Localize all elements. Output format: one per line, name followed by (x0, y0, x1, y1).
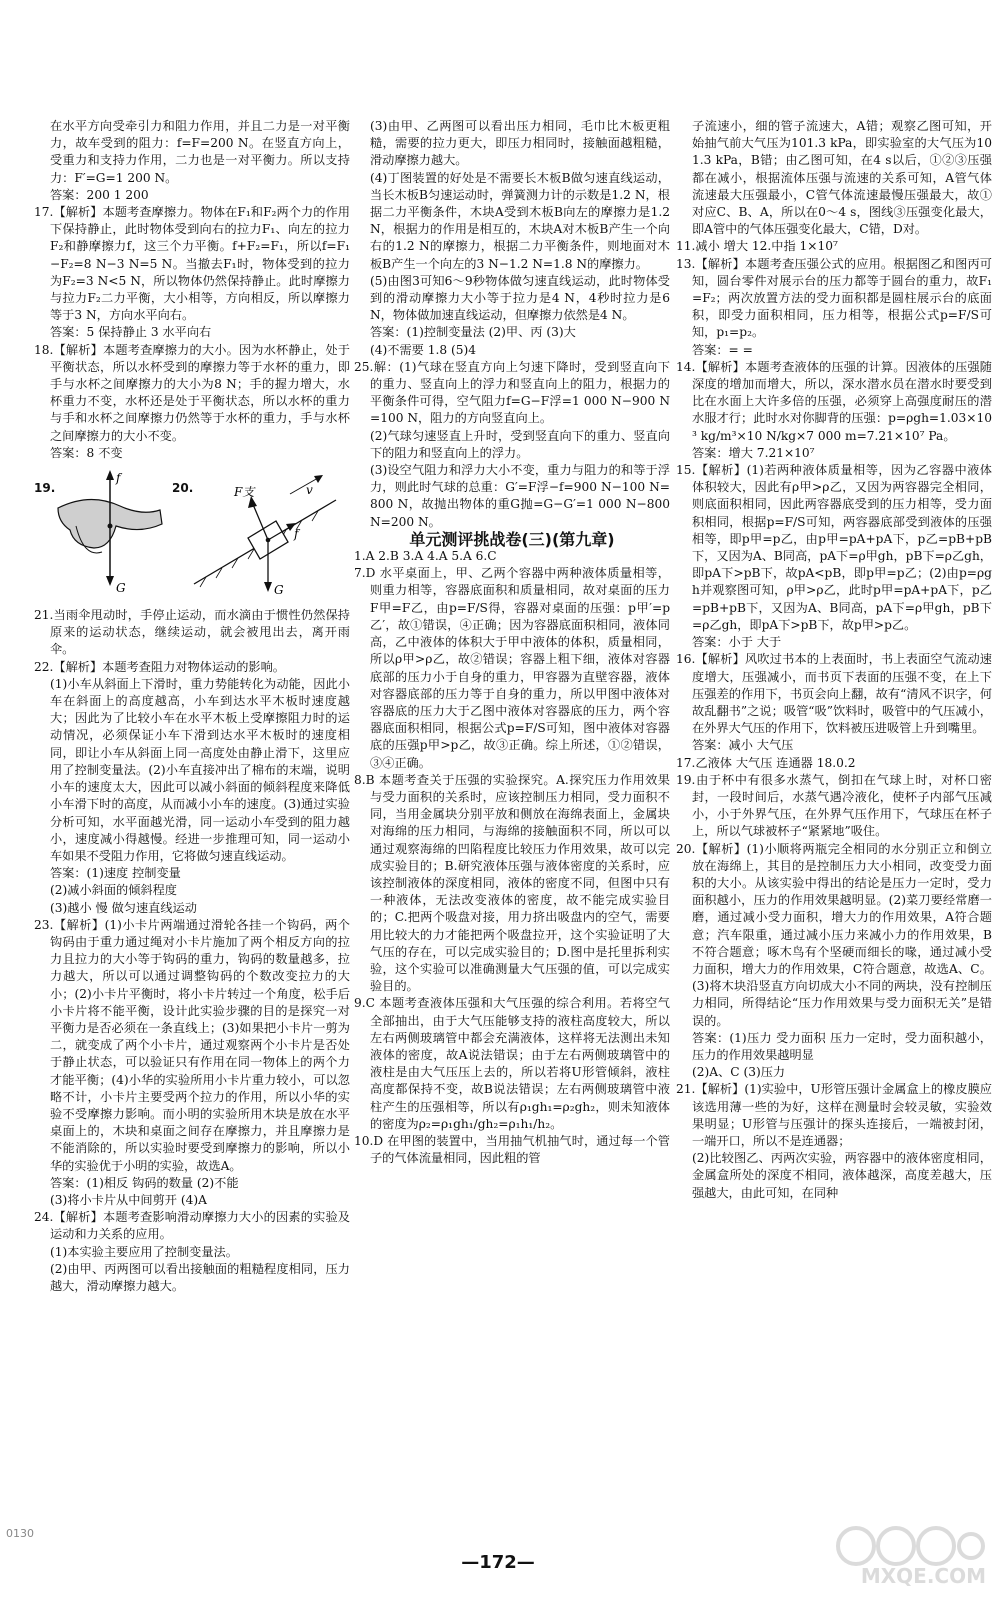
question-answer: 17.【解析】本题考查摩擦力。物体在F₁和F₂两个力的作用下保持静止，此时物体受到向右的拉力F₁、向左的拉力F₂和静摩擦力f，这三个力平衡。f+F₂=F₁，所以f=F₁−F₂=8 N−3 N=5 N。当撤去F₁时，物体受到的拉力为F₂=3 N<5 N，所以物体仍然保持静止。此时摩擦力与拉力F₂二力平衡，大小相等，方向相反，所以摩擦力等于3 N，方向水平向右。 (34, 205, 350, 323)
question-answer: 16.【解析】风吹过书本的上表面时，书上表面空气流动速度增大，压强减小，而书页下表面的压强不变，在上下压强差的作用下，书页会向上翻，故有“清风不识字，何故乱翻书”之说；吸管“吸”饮料时，吸管中的气压减小，在外界大气压的作用下，饮料被压进吸管上升到嘴里。 (676, 652, 992, 736)
question-answer: 21.【解析】(1)实验中，U形管压强计金属盒上的橡皮膜应该选用薄一些的为好，这样在测量时会较灵敏，实验效果明显；U形管与压强计的探头连接后，一端被封闭，一端开口，所以不是连通器； (676, 1082, 992, 1148)
figure-20-label: 20. (172, 481, 194, 496)
figure-19-g-label: G (116, 581, 126, 596)
answer-text: (4)不需要 1.8 (5)4 (370, 342, 476, 357)
answer-text: 答案：减小 大气压 (692, 738, 794, 753)
answer-text: (3)越小 慢 做匀速直线运动 (50, 900, 197, 915)
question-answer: 11.减小 增大 12.中指 1×10⁷ (676, 239, 838, 254)
answer-text: (3)由甲、乙两图可以看出压力相同，毛巾比木板更粗糙，需要的拉力更大，即压力相同时，接触面越粗糙，滑动摩擦力越大。 (370, 119, 670, 168)
question-answer: 21.当雨伞甩动时，手停止运动，而水滴由于惯性仍然保持原来的运动状态，继续运动，就会被甩出去，离开雨伞。 (34, 608, 350, 657)
answer-text: 答案：5 保持静止 3 水平向右 (50, 325, 212, 340)
answer-text: (1)本实验主要应用了控制变量法。 (50, 1244, 238, 1259)
figure-19-label: 19. (34, 481, 56, 496)
page-number: —172— (461, 1552, 535, 1573)
figure-19-f-label: f (116, 471, 121, 486)
question-answer: 8.B 本题考查关于压强的实验探究。A.探究压力作用效果与受力面积的关系时，应该控制压力相同，受力面积不同，当用金属块分别平放和侧放在海绵表面上，金属块对海绵的压力相同，与海绵的接触面积不同，所以可以通过观察海绵的凹陷程度比较压力作用效果，故可以完成实验目的；B.研究液体压强与液体密度的关系时，应该控制液体的深度相同，液体的密度不同，但图中只有一种液体，无法改变液体的密度，故不能完成实验目的；C.把两个吸盘对接，用力挤出吸盘内的空气，需要用比较大的力才能把两个吸盘拉开，这个实验证明了大气压的存在，可以完成实验目的；D.图中是托里拆利实验，这个实验可以准确测量大气压强的值，可以完成实验目的。 (354, 772, 670, 994)
figure-20-f-label: f (294, 527, 299, 542)
answer-text: 答案：小于 大于 (692, 635, 782, 650)
figures-19-20 (34, 466, 350, 601)
question-answer: 14.【解析】本题考查液体的压强的计算。因液体的压强随深度的增加而增大，所以，深水潜水员在潜水时要受到比在水面上大许多倍的压强，必须穿上高强度耐压的潜水服才行；此时水对你脚背的压强：p=ρgh=1.03×10³ kg/m³×10 N/kg×7 000 m=7.21×10⁷ Pa。 (676, 359, 992, 443)
answer-text: (2)减小斜面的倾斜程度 (50, 883, 177, 898)
answer-text: 答案：(1)压力 受力面积 压力一定时，受力面积越小，压力的作用效果越明显 (692, 1030, 992, 1062)
question-answer: 15.【解析】(1)若两种液体质量相等，因为乙容器中液体体积较大，因此有ρ甲>ρ乙，又因为两容器完全相同，则底面积相同，因此两容器底受到的压力相等，受力面积相同，根据p=F/S可知，两容器底部受到液体的压强相等，即p甲=p乙，由p甲=pA+pA下，p乙=pB+pB下，又因为A、B同高，pA下=ρ甲gh，pB下=ρ乙gh，即pA下>pB下，故pA<pB，即p甲=p乙；(2)由p=ρgh并观察图可知，ρ甲>ρ乙，此时p甲=pA+pA下，p乙=pB+pB下，又因为A、B同高，pA下=ρ甲gh，pB下=ρ乙gh，即pA下>pB下，故p甲>p乙。 (676, 463, 992, 632)
figure-20-g-label: G (274, 583, 284, 598)
question-answer: 17.乙液体 大气压 连通器 18.0.2 (676, 755, 856, 770)
answer-text: (2)A、C (3)压力 (692, 1065, 786, 1080)
answer-text: 子流速小，细的管子流速大，A错；观察乙图可知，开始抽气前大气压为101.3 kPa，即实验室的大气压为101.3 kPa，B错；由乙图可知，在4 s以后，①②③压强都在减小，根据流体压强与流速的关系可知，A管气体流速最大压强最小，C管气体流速最慢压强最大，故①对应C、B、A，所以在0～4 s，图线③压强变化最大，即A管中的气体压强变化最大，C错，D对。 (692, 119, 992, 237)
question-answer: 18.【解析】本题考查摩擦力的大小。因为水杯静止，处于平衡状态，所以水杯受到的摩擦力等于水杯的重力，即手与水杯之间摩擦力的大小为8 N；手的握力增大，水杯重力不变，水杯还是处于平衡状态，所以水杯的重力与手和水杯之间摩擦力仍然等于水杯的重力，手与水杯之间摩擦力的大小不变。 (34, 342, 350, 443)
question-answer: 13.【解析】本题考查压强公式的应用。根据图乙和图丙可知，圆台零件对展示台的压力都等于圆台的重力，故F₁=F₂；两次放置方法的受力面积都是圆柱展示台的底面积，即受力面积相同，压力相等，根据公式p=F/S可知，p₁=p₂。 (676, 256, 992, 340)
question-answer: 25.解：(1)气球在竖直方向上匀速下降时，受到竖直向下的重力、竖直向上的浮力和竖直向上的阻力，根据力的平衡条件可得，空气阻力f=G−F浮=1 000 N−900 N=100 N，阻力的方向竖直向上。 (354, 359, 670, 426)
answer-text: (2)比较图乙、丙两次实验，两容器中的液体密度相同，金属盒所处的深度不相同，液体越深，高度差越大，压强越大，由此可知，在同种 (692, 1151, 992, 1200)
answer-text: 答案：(1)速度 控制变量 (50, 866, 181, 881)
figure-20-incline-block (186, 466, 346, 598)
answer-text: 答案：(1)控制变量法 (2)甲、丙 (3)大 (370, 325, 576, 340)
column-middle (354, 118, 670, 1167)
question-answer: 10.D 在甲图的装置中，当用抽气机抽气时，通过每一个管子的气体流量相同，因此粗的管 (354, 1133, 670, 1166)
answer-text: (3)将小卡片从中间剪开 (4)A (50, 1192, 207, 1207)
answer-text: (5)由图3可知6～9秒物体做匀速直线运动，此时物体受到的滑动摩擦力大小等于拉力是4 N，4秒时拉力是6 N，物体做加速直线运动，但摩擦力依然是4 N。 (370, 273, 670, 323)
section-title: 单元测评挑战卷(三)(第九章) (409, 529, 615, 549)
answer-text: (2)气球匀速竖直上升时，受到竖直向下的重力、竖直向下的阻力和竖直向上的浮力。 (370, 428, 670, 460)
answer-text: (3)设空气阻力和浮力大小不变，重力与阻力的和等于浮力，则此时气球的总重：G′=F浮−f=900 N−100 N=800 N，故抛出物体的重G抛=G−G′=1 000 N−800 N=200 N。 (370, 463, 670, 529)
figure-19-umbrella-hand (50, 466, 180, 598)
question-answer: 24.【解析】本题考查影响滑动摩擦力大小的因素的实验及运动和力关系的应用。 (34, 1210, 350, 1242)
answer-text: (2)由甲、丙两图可以看出接触面的粗糙程度相同，压力越大，滑动摩擦力越大。 (50, 1261, 350, 1293)
column-left (34, 118, 350, 1295)
answer-text: (1)小车从斜面上下滑时，重力势能转化为动能，因此小车在斜面上的高度越高，小车到达水平木板时速度越大；因此为了比较小车在水平木板上受摩擦阻力时的运动情况，必须保证小车下滑到达水平木板时的速度相同，即让小车从斜面上同一高度处由静止滑下，这里应用了控制变量法。(2)小车直接冲出了棉布的末端，说明小车的速度太大，因此可以减小斜面的倾斜程度来降低小车滑下时的高度，从而减小小车的速度。(3)通过实验分析可知，水平面越光滑，同一运动小车受到的阻力越小，速度减小得越慢。经进一步推理可知，同一运动小车如果不受阻力作用，它将做匀速直线运动。 (50, 676, 350, 863)
question-answer: 20.【解析】(1)小顺将两瓶完全相同的水分别正立和倒立放在海绵上，其目的是控制压力大小相同，改变受力面积的大小。从该实验中得出的结论是压力一定时，受力面积越小，压力的作用效果越明显。(2)菜刀要经常磨一磨，通过减小受力面积，增大力的作用效果，A符合题意；汽车限重，通过减小压力来减小力的作用效果，B不符合题意；啄木鸟有个坚硬而细长的喙，通过减小受力面积，增大力的作用效果，C符合题意，故选A、C。(3)将木块沿竖直方向切成大小不同的两块，没有控制压力相同，所得结论“压力作用效果与受力面积无关”是错误的。 (676, 841, 992, 1028)
answer-text: 答案：(1)相反 钩码的数量 (2)不能 (50, 1175, 239, 1190)
answer-text: 答案：8 不变 (50, 445, 123, 460)
answer-text: (4)丁图装置的好处是不需要长木板B做匀速直线运动，当长木板B匀速运动时，弹簧测力计的示数是1.2 N，根据二力平衡条件，木块A受到木板B向左的摩擦力是1.2 N，根据力的作用是相互的，木块A对木板B产生一个向右的1.2 N的摩擦力，根据二力平衡条件，则地面对木板B产生一个向左的3 N−1.2 N=1.8 N的摩擦力。 (370, 170, 670, 271)
column-right (676, 118, 992, 1202)
figure-20-v-label: v (306, 483, 313, 498)
corner-code: 0130 (6, 1527, 34, 1540)
watermark-text: MXQE.COM (860, 1564, 986, 1588)
watermark-logo (826, 1524, 986, 1588)
question-answer: 23.【解析】(1)小卡片两端通过滑轮各挂一个钩码，两个钩码由于重力通过绳对小卡片施加了两个相反方向的拉力且拉力的大小等于钩码的重力，钩码的数量越多，拉力越大，所以可以通过调整钩码的个数改变拉力的大小；(2)小卡片平衡时，将小卡片转过一个角度，松手后小卡片将不能平衡，设计此实验步骤的目的是探究一对平衡力是否必须在一条直线上；(3)如果把小卡片一剪为二，就变成了两个小卡片，通过观察两个小卡片是否处于静止状态，可以验证只有作用在同一物体上的两个力才能平衡；(4)小华的实验所用小卡片重力较小，可以忽略不计，小卡片主要受两个拉力的作用，所以小华的实验不受摩擦力影响。而小明的实验所用木块是放在水平桌面上的，木块和桌面之间存在摩擦力，并且摩擦力是不能消除的，所以实验时要受到摩擦力的影响，所以小华的实验优于小明的实验，故选A。 (34, 917, 350, 1173)
answer-text: 答案：200 1 200 (50, 187, 149, 202)
answer-text: 答案：= = (692, 342, 753, 357)
question-answer: 22.【解析】本题考查阻力对物体运动的影响。 (34, 659, 285, 674)
question-answer: 1.A 2.B 3.A 4.A 5.A 6.C (354, 549, 497, 564)
question-answer: 9.C 本题考查液体压强和大气压强的综合利用。若将空气全部抽出，由于大气压能够支持的液柱高度较大，所以左右两侧玻璃管中都会充满液体，这样将无法测出未知液体的密度，故A说法错误；由于左右两侧玻璃管中的液柱是由大气压压上去的，所以若将U形管倾斜，液柱高度都保持不变，故B说法错误；左右两侧玻璃管中液柱产生的压强相等，所以有ρ₁gh₁=ρ₂gh₂，则未知液体的密度为ρ₂=ρ₁gh₁/gh₂=ρ₁h₁/h₂。 (354, 996, 670, 1131)
figure-20-support-label: F支 (234, 485, 255, 500)
question-answer: 19.由于杯中有很多水蒸气，倒扣在气球上时，对杯口密封，一段时间后，水蒸气遇冷液化，使杯子内部气压减小，小于外界气压，在外界气压作用下，气球压在杯子上，所以气球被杯子“紧紧地”吸住。 (676, 772, 992, 839)
question-answer: 7.D 水平桌面上，甲、乙两个容器中两种液体质量相等，则重力相等，容器底面积和质量相同，故对桌面的压力F甲=F乙，由p=F/S得，容器对桌面的压强：p甲′=p乙′，故①错误，④正确；因为容器底面积相同，液体同高，乙中液体的体积大于甲中液体的体积，质量相同，所以ρ甲>ρ乙，故②错误；容器上粗下细，液体对容器底部的压力小于自身的重力，甲容器为直壁容器，液体对容器底部的压力等于自身的重力，所以甲图中液体对容器底的压力大于乙图中液体对容器底的压力，两个容器底面积相同，根据公式p=F/S可知，图中液体对容器底的压强p甲>p乙，故③正确。综上所述，①②错误，③④正确。 (354, 566, 670, 770)
answer-text: 在水平方向受牵引力和阻力作用，并且二力是一对平衡力，故车受到的阻力：f=F=200 N。在竖直方向上，受重力和支持力作用，二力也是一对平衡力。所以支持力：F′=G=1 200 N。 (50, 119, 350, 185)
answer-text: 答案：增大 7.21×10⁷ (692, 445, 815, 460)
